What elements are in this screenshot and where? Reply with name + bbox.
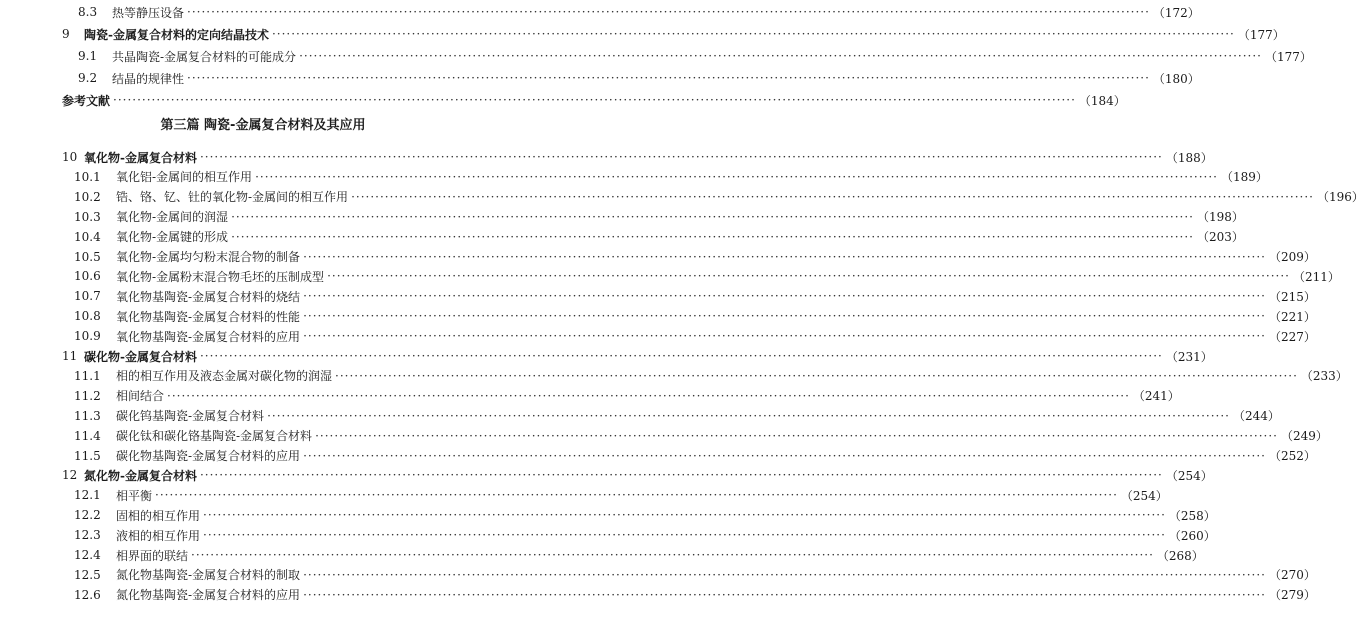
leader-dots: ········································································································································································································ (203, 508, 1166, 523)
toc-entry-title: 氮化物基陶瓷-金属复合材料的制取 (116, 568, 301, 583)
toc-entry-title: 锆、铬、钇、钍的氧化物-金属间的相互作用 (116, 190, 349, 205)
toc-entry-page: （215） (1268, 289, 1316, 304)
toc-entry-number: 11.3 (74, 408, 101, 423)
toc-entry-title: 结晶的规律性 (112, 71, 185, 86)
toc-entry-page: （172） (1152, 5, 1200, 20)
leader-dots: ········································································································································································································ (303, 249, 1266, 264)
toc-entry-page: （196） (1316, 190, 1364, 205)
toc-entry (0, 3, 1200, 21)
toc-entry-number: 10.8 (74, 309, 101, 324)
toc-entry-page: （198） (1196, 210, 1244, 225)
toc-entry-title: 氧化物-金属键的形成 (116, 230, 229, 245)
toc-entry-title: 共晶陶瓷-金属复合材料的可能成分 (112, 49, 297, 64)
toc-entry (0, 486, 1168, 504)
toc-entry-number: 10.9 (74, 329, 101, 344)
toc-entry-title: 碳化钛和碳化铬基陶瓷-金属复合材料 (116, 429, 313, 444)
toc-entry (0, 466, 1213, 484)
toc-entry-number: 10.2 (74, 189, 101, 204)
toc-entry (0, 208, 1244, 226)
leader-dots: ········································································································································································································ (187, 5, 1150, 19)
toc-entry (0, 367, 1348, 385)
toc-entry-title: 氧化物基陶瓷-金属复合材料的应用 (116, 329, 301, 344)
toc-entry (0, 307, 1316, 325)
toc-entry-page: （209） (1268, 250, 1316, 264)
toc-entry-title: 氧化物基陶瓷-金属复合材料的烧结 (116, 289, 301, 304)
toc-entry (0, 47, 1312, 65)
toc-entry-page: （211） (1292, 269, 1340, 284)
toc-entry (0, 387, 1180, 405)
toc-entry (0, 447, 1316, 465)
toc-entry (0, 168, 1268, 186)
toc-entry-page: （260） (1168, 528, 1216, 543)
toc-entry-title: 参考文献 (62, 93, 111, 108)
toc-entry (0, 287, 1316, 305)
toc-entry (0, 148, 1213, 166)
toc-entry-page: （252） (1268, 449, 1316, 463)
leader-dots: ········································································································································································································ (303, 309, 1266, 324)
toc-entry-number: 11.2 (74, 388, 101, 403)
leader-dots: ········································································································································································································ (199, 150, 1163, 164)
toc-entry-page: （279） (1268, 588, 1316, 603)
toc-entry-title: 氧化铝-金属间的相互作用 (116, 170, 253, 185)
toc-entry-title: 相界面的联结 (116, 548, 189, 563)
leader-dots: ········································································································································································································ (191, 548, 1154, 562)
toc-entry-title: 相平衡 (116, 488, 153, 503)
toc-entry-page: （254） (1120, 488, 1168, 503)
toc-entry-title: 液相的相互作用 (116, 528, 201, 543)
toc-entry-number: 10.6 (74, 269, 101, 284)
toc-entry (0, 347, 1213, 365)
toc-entry-title: 碳化物-金属复合材料 (84, 349, 197, 364)
leader-dots: ········································································································································································································ (315, 428, 1278, 443)
toc-entry (0, 427, 1328, 445)
leader-dots: ········································································································································································································ (335, 368, 1298, 383)
toc-entry-number: 9 (62, 27, 70, 41)
leader-dots: ········································································································································································································ (303, 329, 1266, 344)
toc-entry-page: （177） (1237, 27, 1285, 42)
leader-dots: ········································································································································································································ (167, 388, 1130, 403)
leader-dots: ········································································································································································································ (303, 587, 1266, 602)
toc-entry-number: 11.5 (74, 448, 101, 463)
toc-entry (0, 25, 1285, 43)
toc-entry-number: 8.3 (78, 5, 98, 19)
toc-entry-number: 11.1 (74, 368, 101, 383)
toc-entry-title: 氮化物-金属复合材料 (84, 468, 197, 483)
leader-dots: ········································································································································································································ (303, 567, 1266, 582)
toc-entry-page: （268） (1156, 548, 1204, 563)
toc-entry (0, 407, 1280, 425)
toc-entry-number: 10.4 (74, 229, 101, 244)
toc-entry-number: 12.6 (74, 587, 101, 602)
leader-dots: ········································································································································································································ (271, 27, 1235, 41)
leader-dots: ········································································································································································································ (113, 93, 1076, 107)
toc-entry-number: 9.1 (78, 49, 98, 63)
toc-entry-number: 12.2 (74, 508, 101, 523)
toc-entry-number: 11.4 (74, 428, 101, 443)
toc-entry-number: 10.1 (74, 169, 101, 184)
toc-entry-title: 氧化物基陶瓷-金属复合材料的性能 (116, 309, 301, 324)
leader-dots: ········································································································································································································ (199, 468, 1163, 483)
toc-entry-number: 12.5 (74, 567, 101, 582)
leader-dots: ········································································································································································································ (267, 408, 1230, 423)
toc-entry (0, 228, 1244, 246)
toc-entry-page: （184） (1078, 93, 1126, 108)
toc-entry (0, 506, 1216, 524)
toc-entry-title: 固相的相互作用 (116, 508, 201, 523)
toc-entry-page: （254） (1165, 468, 1213, 483)
toc-entry-number: 12.4 (74, 548, 101, 562)
leader-dots: ········································································································································································································ (303, 289, 1266, 304)
toc-entry-page: （231） (1165, 349, 1213, 364)
leader-dots: ········································································································································································································ (203, 528, 1166, 543)
toc-entry (0, 248, 1316, 266)
toc-entry-number: 10.5 (74, 249, 101, 264)
toc-entry-number: 9.2 (78, 71, 98, 85)
toc-entry-page: （258） (1168, 508, 1216, 523)
toc-entry-page: （270） (1268, 568, 1316, 583)
toc-entry-title: 陶瓷-金属复合材料的定向结晶技术 (84, 27, 269, 42)
toc-entry-title: 碳化物基陶瓷-金属复合材料的应用 (116, 449, 301, 463)
toc-entry (0, 586, 1316, 604)
leader-dots: ········································································································································································································ (299, 49, 1262, 63)
toc-entry-page: （244） (1232, 409, 1280, 424)
toc-entry-title: 相的相互作用及液态金属对碳化物的润湿 (116, 369, 333, 384)
leader-dots: ········································································································································································································ (327, 269, 1290, 284)
toc-entry-page: （233） (1300, 369, 1348, 384)
leader-dots: ········································································································································································································ (199, 349, 1163, 363)
toc-entry-page: （241） (1132, 389, 1180, 404)
toc-entry-number: 10.3 (74, 209, 101, 224)
toc-entry-page: （188） (1165, 150, 1213, 165)
toc-entry (0, 546, 1204, 564)
leader-dots: ········································································································································································································ (155, 488, 1118, 503)
toc-entry-number: 12 (62, 468, 78, 483)
part-heading: 第三篇 陶瓷-金属复合材料及其应用 (160, 118, 366, 133)
toc-entry (0, 267, 1340, 285)
leader-dots: ········································································································································································································ (303, 448, 1266, 463)
toc-entry (0, 526, 1216, 544)
toc-entry-number: 10 (62, 150, 78, 164)
leader-dots: ········································································································································································································ (255, 169, 1218, 184)
toc-entry-title: 氧化物-金属粉末混合物毛坯的压制成型 (116, 269, 325, 284)
leader-dots: ········································································································································································································ (231, 209, 1194, 224)
toc-entry-page: （180） (1152, 71, 1200, 86)
toc-entry (0, 188, 1364, 206)
toc-entry (0, 566, 1316, 584)
toc-entry-title: 氧化物-金属复合材料 (84, 150, 197, 165)
toc-entry-page: （221） (1268, 309, 1316, 324)
toc-entry (0, 91, 1126, 109)
toc-entry-page: （203） (1196, 230, 1244, 245)
toc-entry-title: 氧化物-金属均匀粉末混合物的制备 (116, 250, 301, 264)
toc-entry-number: 12.1 (74, 488, 101, 503)
leader-dots: ········································································································································································································ (351, 189, 1314, 204)
toc-entry-title: 相间结合 (116, 389, 165, 404)
toc-entry-page: （177） (1264, 49, 1312, 64)
toc-entry-title: 氧化物-金属间的润湿 (116, 210, 229, 225)
toc-entry-page: （189） (1220, 170, 1268, 185)
toc-entry-title: 氮化物基陶瓷-金属复合材料的应用 (116, 588, 301, 603)
toc-entry-title: 热等静压设备 (112, 5, 185, 20)
toc-entry-number: 10.7 (74, 289, 101, 304)
toc-entry-number: 12.3 (74, 528, 101, 543)
toc-entry-number: 11 (62, 349, 78, 363)
toc-entry-page: （227） (1268, 329, 1316, 344)
toc-entry-title: 碳化钨基陶瓷-金属复合材料 (116, 409, 265, 424)
toc-entry (0, 69, 1200, 87)
toc-entry (0, 327, 1316, 345)
leader-dots: ········································································································································································································ (231, 229, 1194, 244)
leader-dots: ········································································································································································································ (187, 71, 1150, 85)
toc-entry-page: （249） (1280, 429, 1328, 444)
